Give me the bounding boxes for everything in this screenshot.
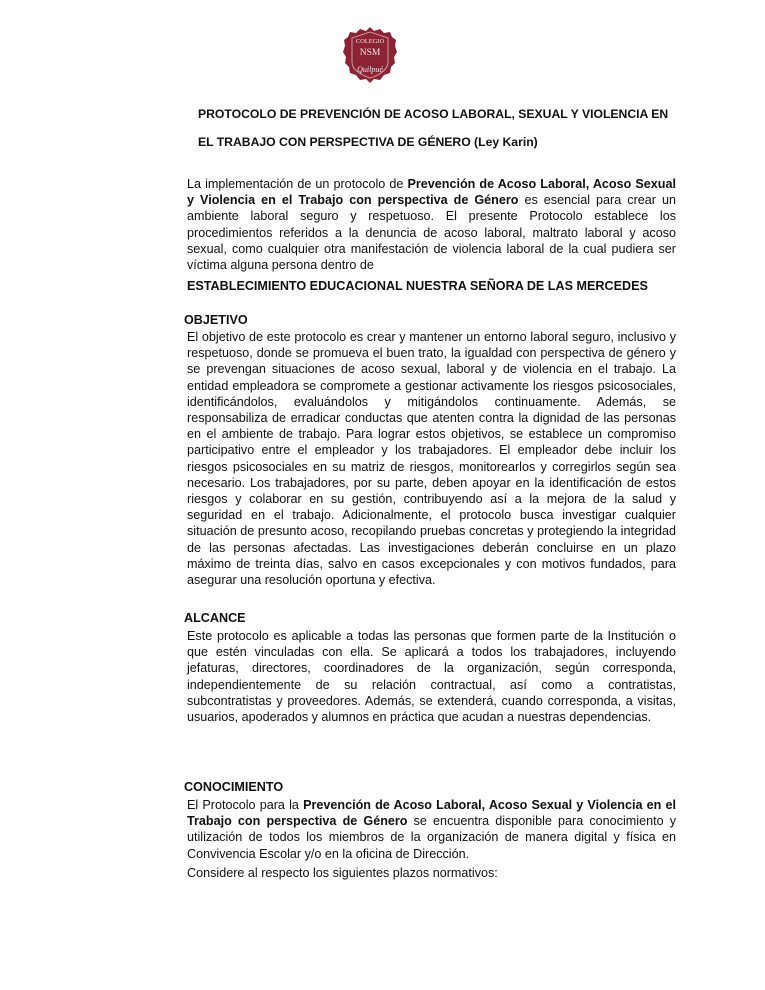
intro-text-pre: La implementación de un protocolo de [187, 177, 408, 191]
conocimiento-text-post: se encuentra disponible para conocimiento y utilización de todos los miembros de la organización de manera digital y física en Convivencia Escolar y/o en la oficina de Dirección. [187, 814, 677, 861]
establishment-name: ESTABLECIMIENTO EDUCACIONAL NUESTRA SEÑORA DE LAS MERCEDES [187, 279, 648, 293]
logo-line2: NSM [359, 48, 381, 58]
school-crest-logo [342, 26, 398, 84]
section-heading-objetivo: OBJETIVO [184, 313, 248, 327]
section-heading-conocimiento: CONOCIMIENTO [184, 780, 284, 794]
conocimiento-paragraph [187, 797, 676, 862]
document-title-line2: EL TRABAJO CON PERSPECTIVA DE GÉNERO (Ley Karin) [198, 135, 538, 149]
intro-text-post: es esencial para crear un ambiente laboral seguro y respetuoso. El presente Protocolo establece los procedimientos referidos a la denuncia de acoso laboral, maltrato laboral y acoso sexual, como cualquier otra manifestación de violencia laboral de la cual pudiera ser víctima alguna persona dentro de [187, 193, 676, 273]
logo-line3: Quilpué [357, 65, 383, 74]
alcance-paragraph: Este protocolo es aplicable a todas las personas que formen parte de la Institución o que estén vinculadas con ella. Se aplicará a todos los trabajadores, incluyendo jefaturas, directores, coordinadores de la organización, según corresponda, independientemente de su relación contractual, así como a contratistas, subcontratistas y proveedores. Además, se extenderá, cuando corresponda, a visitas, usuarios, apoderados y alumnos en práctica que acudan a nuestras dependencias. [187, 629, 676, 725]
document-title-line1: PROTOCOLO DE PREVENCIÓN DE ACOSO LABORAL, SEXUAL Y VIOLENCIA EN [198, 107, 669, 121]
logo-line1: COLEGIO [355, 38, 385, 45]
conocimiento-text-bold: Prevención de Acoso Laboral, Acoso Sexual y Violencia en el Trabajo con perspectiva de Género [187, 798, 677, 829]
conocimiento-text-pre: El Protocolo para la [187, 798, 304, 812]
section-heading-alcance: ALCANCE [184, 611, 246, 625]
intro-text-bold: Prevención de Acoso Laboral, Acoso Sexual y Violencia en el Trabajo con perspectiva de Género [187, 177, 676, 208]
crest-shield-icon [342, 26, 398, 84]
intro-paragraph [187, 176, 676, 273]
plazos-note: Considere al respecto los siguientes plazos normativos: [187, 866, 498, 880]
objetivo-paragraph: El objetivo de este protocolo es crear y mantener un entorno laboral seguro, inclusivo y respetuoso, donde se promueva el buen trato, la igualdad con perspectiva de género y se prevengan situaciones de acoso sexual, laboral y de violencia en el trabajo. La entidad empleadora se compromete a gestionar activamente los riesgos psicosociales, identificándolos, evaluándolos y mitigándolos continuamente. Además, se responsabiliza de erradicar conductas que atenten contra la dignidad de las personas en el ambiente de trabajo. Para lograr estos objetivos, se establece un compromiso participativo entre el empleador y los trabajadores. El empleador debe incluir los riesgos psicosociales en su matriz de riesgos, monitorearlos y corregirlos según sea necesario. Los trabajadores, por su parte, deben apoyar en la identificación de estos riesgos y colaborar en su gestión, contribuyendo así a la mejora de la salud y seguridad en el trabajo. Adicionalmente, el protocolo busca investigar cualquier situación de presunto acoso, recopilando pruebas concretas y protegiendo la integridad de las personas afectadas. Las investigaciones deberán concluirse en un plazo máximo de treinta días, salvo en casos excepcionales y con motivos fundados, para asegurar una resolución oportuna y efectiva. [187, 330, 676, 588]
